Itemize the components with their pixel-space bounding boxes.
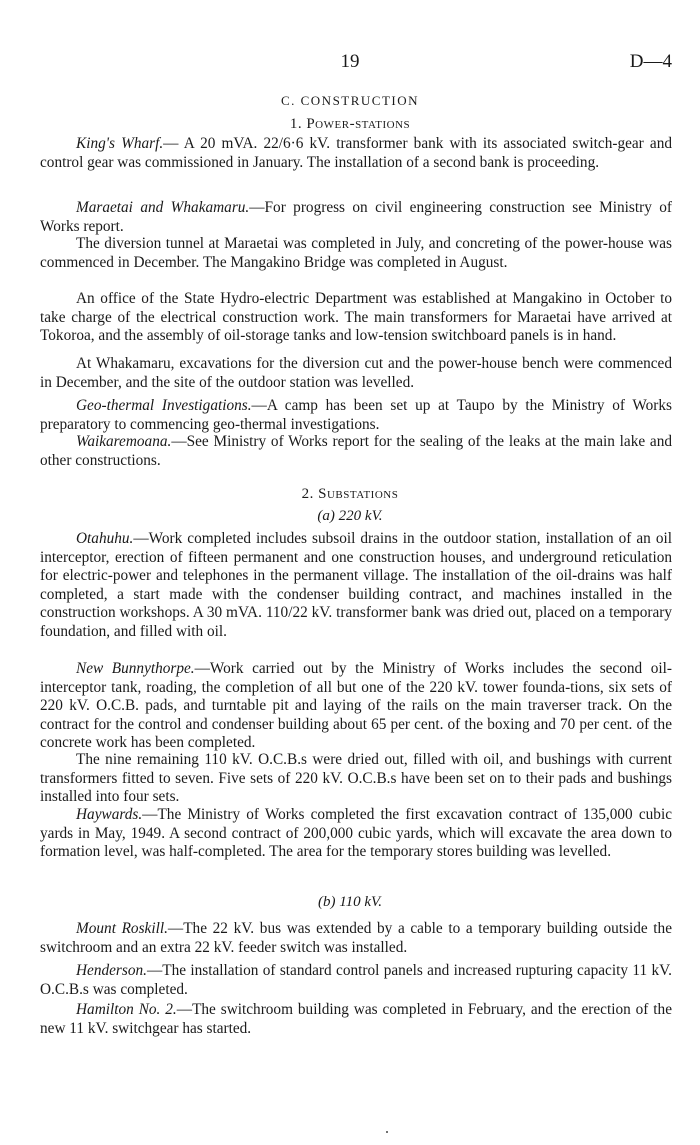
section-title: C. CONSTRUCTION xyxy=(280,93,420,108)
document-reference: D—4 xyxy=(629,51,672,72)
paragraph-hamilton: Hamilton No. 2.—The switchroom building was completed in February, and the erection of the new 11 kV. switchgear has started. xyxy=(40,1001,672,1037)
paragraph-waikaremoana: Waikaremoana.—See Ministry of Works report for the sealing of the leaks at the main lake and other constructions. xyxy=(40,433,672,469)
substations-heading: 2. Substations xyxy=(301,486,399,502)
paragraph-kings-wharf: King's Wharf.— A 20 mVA. 22/6·6 kV. transformer bank with its associated switch-gear and control gear was commissioned in January. The installation of a second bank is proceeding. xyxy=(40,135,672,171)
paragraph-mangakino-office: An office of the State Hydro-electric Department was established at Mangakino in October to take charge of the electrical construction work. The main transformers for Maraetai have arrived at Tokoroa, and the assembly of oil-storage tanks and low-tension switchboard panels is in hand. xyxy=(40,290,672,345)
paragraph-mount-roskill: Mount Roskill.—The 22 kV. bus was extended by a cable to a temporary building outside the switchroom and an extra 22 kV. feeder switch was installed. xyxy=(40,920,672,956)
subheading-220kv: (a) 220 kV. xyxy=(317,508,383,524)
paragraph-geo-thermal: Geo-thermal Investigations.—A camp has been set up at Taupo by the Ministry of Works preparatory to commencing geo-thermal investigations. xyxy=(40,397,672,433)
paragraph-new-bunnythorpe: New Bunnythorpe.—Work carried out by the Ministry of Works includes the second oil-interceptor tank, roading, the completion of all but one of the 220 kV. tower founda-tions, six sets of 220 kV. O.C.B. pads, and turntable pit and laying of the rails on the main traverser track. On the contract for the control and condenser building about 65 per cent. of the boxing and 70 per cent. of the concrete work has been completed. xyxy=(40,660,672,752)
paragraph-whakamaru-excavations: At Whakamaru, excavations for the diversion cut and the power-house bench were commenced in December, and the site of the outdoor station was levelled. xyxy=(40,355,672,391)
page-number: 19 xyxy=(340,51,360,72)
page-mark xyxy=(386,1131,388,1133)
paragraph-otahuhu: Otahuhu.—Work completed includes subsoil drains in the outdoor station, installation of an oil interceptor, erection of fifteen permanent and one construction houses, and underground reticulation for electric-power and telephones in the permanent village. The installation of the oil-drains was half completed, a start made with the condenser building contract, and machines installed in the construction workshops. A 30 mVA. 110/22 kV. transformer bank was dried out, placed on a temporary foundation, and filled with oil. xyxy=(40,530,672,640)
paragraph-maraetai-whakamaru: Maraetai and Whakamaru.—For progress on civil engineering construction see Ministry of Works report. xyxy=(40,199,672,235)
paragraph-ocb-remaining: The nine remaining 110 kV. O.C.B.s were dried out, filled with oil, and bushings with current transformers fitted to seven. Five sets of 220 kV. O.C.B.s have been set on to their pads and bushings installed into four sets. xyxy=(40,751,672,806)
paragraph-diversion-tunnel: The diversion tunnel at Maraetai was completed in July, and concreting of the power-house was commenced in December. The Mangakino Bridge was completed in August. xyxy=(40,235,672,271)
power-stations-heading: 1. Power-stations xyxy=(289,116,411,132)
paragraph-henderson: Henderson.—The installation of standard control panels and increased rupturing capacity 11 kV. O.C.B.s was completed. xyxy=(40,962,672,998)
paragraph-haywards: Haywards.—The Ministry of Works completed the first excavation contract of 135,000 cubic yards in May, 1949. A second contract of 200,000 cubic yards, which will excavate the area down to formation level, was half-completed. The area for the temporary stores building was levelled. xyxy=(40,806,672,861)
subheading-110kv: (b) 110 kV. xyxy=(317,894,382,910)
